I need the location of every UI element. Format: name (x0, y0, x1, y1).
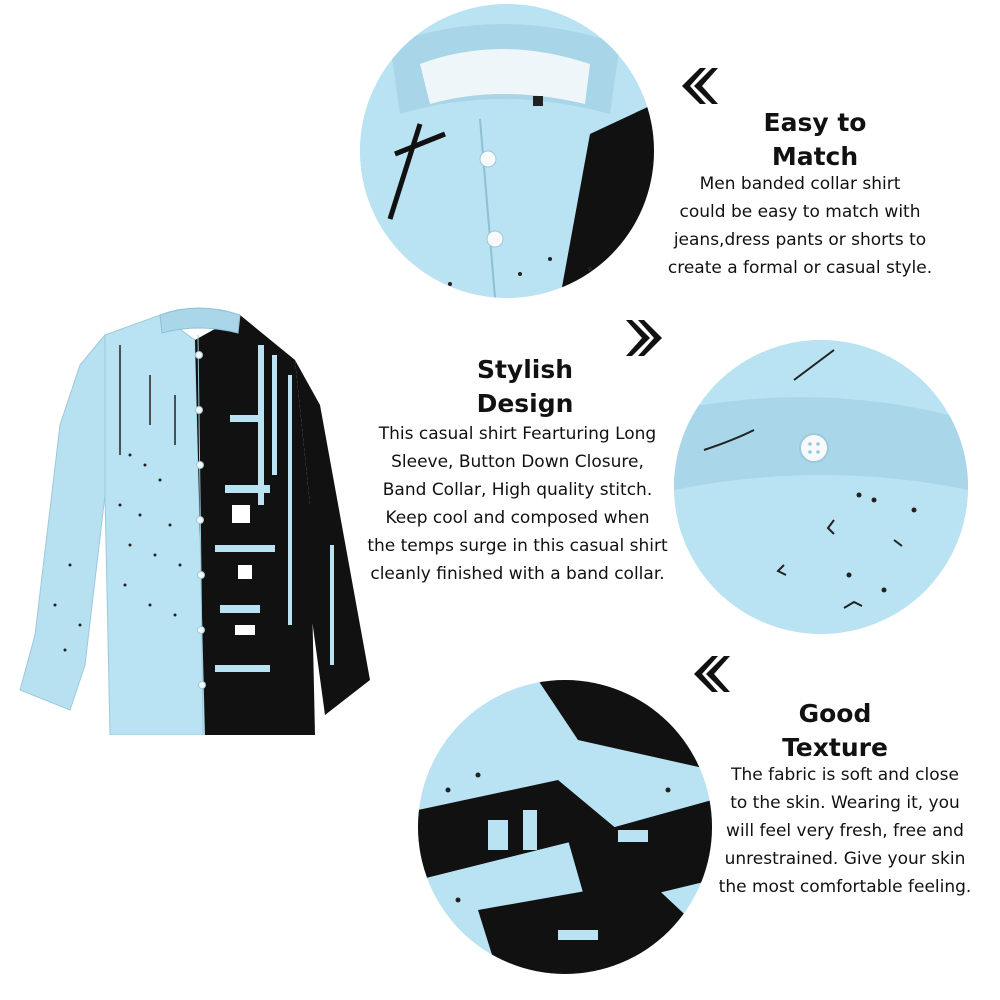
double-chevron-left-icon (678, 66, 718, 106)
shirt-image (10, 305, 380, 735)
body-line: Keep cool and composed when (385, 508, 650, 528)
section-title-stylish-design (410, 353, 640, 421)
body-line: to the skin. Wearing it, you (730, 793, 960, 813)
collar-detail-image (360, 4, 654, 298)
section-body-easy-to-match (650, 170, 950, 282)
body-line: could be easy to match with (679, 202, 921, 222)
body-line: unrestrained. Give your skin (724, 849, 966, 869)
section-title-easy-to-match (700, 106, 930, 174)
section-title-good-texture (720, 697, 950, 765)
body-line: the most comfortable feeling. (718, 877, 972, 897)
body-line: the temps surge in this casual shirt (367, 536, 668, 556)
section-body-good-texture (700, 761, 990, 901)
title-line: Texture (782, 733, 888, 762)
section-body-stylish-design (355, 420, 680, 588)
title-line: Stylish (476, 355, 574, 384)
fabric-texture-image (418, 680, 712, 974)
body-line: Men banded collar shirt (699, 174, 901, 194)
body-line: jeans,dress pants or shorts to (673, 230, 927, 250)
title-line: Match (771, 142, 859, 171)
title-line: Easy to (763, 108, 867, 137)
title-line: Design (476, 389, 574, 418)
body-line: will feel very fresh, free and (726, 821, 964, 841)
body-line: This casual shirt Fearturing Long (378, 424, 657, 444)
body-line: cleanly finished with a band collar. (370, 564, 665, 584)
body-line: Sleeve, Button Down Closure, (391, 452, 644, 472)
button-detail-image (674, 340, 968, 634)
double-chevron-right-icon (626, 318, 666, 358)
double-chevron-left-icon (690, 654, 730, 694)
body-line: The fabric is soft and close (731, 765, 959, 785)
body-line: Band Collar, High quality stitch. (382, 480, 653, 500)
title-line: Good (798, 699, 872, 728)
body-line: create a formal or casual style. (667, 258, 933, 278)
